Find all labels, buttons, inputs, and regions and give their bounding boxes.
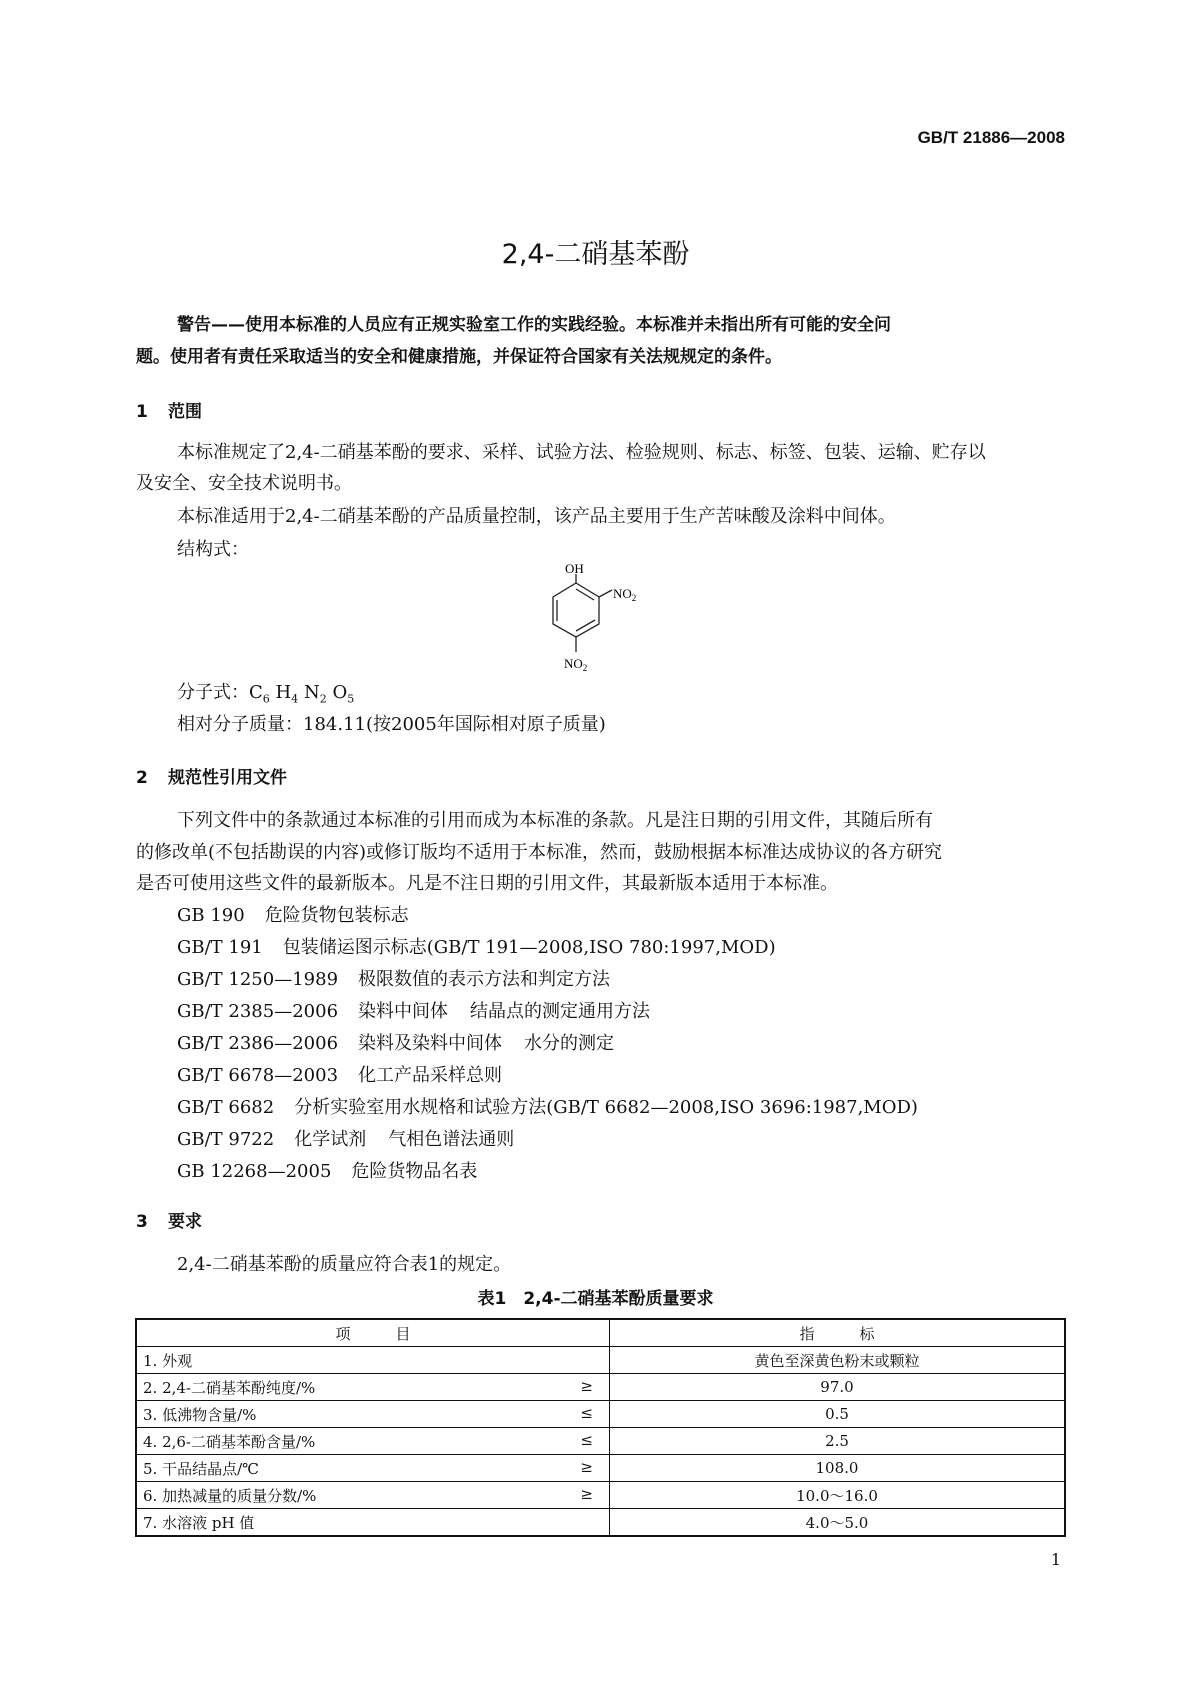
reference-item: GB/T 2386—2006 染料及染料中间体 水分的测定 bbox=[177, 1033, 615, 1054]
reference-item: GB/T 1250—1989 极限数值的表示方法和判定方法 bbox=[177, 969, 611, 990]
section-title: 规范性引用文件 bbox=[168, 768, 287, 788]
header-item: 项 目 bbox=[136, 1319, 610, 1347]
section-number: 2 bbox=[136, 768, 148, 788]
section-2-heading bbox=[136, 763, 287, 788]
refs-para-line-3: 是否可使用这些文件的最新版本。凡是不注日期的引用文件，其最新版本适用于本标准。 bbox=[136, 873, 838, 894]
section-title: 要求 bbox=[168, 1212, 202, 1232]
header-value: 指 标 bbox=[610, 1319, 1066, 1347]
page-title: 2,4-二硝基苯酚 bbox=[501, 239, 690, 270]
table-row: 6. 加热减量的质量分数/% ≥ 10.0～16.0 bbox=[136, 1482, 1065, 1509]
reference-item: GB/T 2385—2006 染料中间体 结晶点的测定通用方法 bbox=[177, 1001, 651, 1022]
table-caption: 表1 2,4-二硝基苯酚质量要求 bbox=[477, 1289, 714, 1309]
structure-label: 结构式： bbox=[177, 539, 249, 560]
structural-formula bbox=[520, 560, 660, 685]
no2-label-para: $NO_2$ bbox=[564, 656, 588, 673]
table-row: 3. 低沸物含量/% ≤ 0.5 bbox=[136, 1401, 1065, 1428]
no2-label-ortho: $NO_2$ bbox=[613, 586, 637, 603]
requirements-para: 2,4-二硝基苯酚的质量应符合表1的规定。 bbox=[177, 1254, 512, 1275]
section-1-heading bbox=[136, 397, 202, 422]
reference-item: GB 12268—2005 危险货物品名表 bbox=[177, 1161, 478, 1182]
reference-item: GB 190 危险货物包装标志 bbox=[177, 905, 409, 926]
standard-number: GB/T 21886—2008 bbox=[917, 128, 1065, 147]
section-number: 3 bbox=[136, 1212, 148, 1232]
table-row: 2. 2,4-二硝基苯酚纯度/% ≥ 97.0 bbox=[136, 1374, 1065, 1401]
table-row: 7. 水溶液 pH 值 4.0～5.0 bbox=[136, 1509, 1065, 1537]
table-row: 4. 2,6-二硝基苯酚含量/% ≤ 2.5 bbox=[136, 1428, 1065, 1455]
table-row: 5. 干品结晶点/℃ ≥ 108.0 bbox=[136, 1455, 1065, 1482]
reference-item: GB/T 6682 分析实验室用水规格和试验方法(GB/T 6682—2008,ISO 3696:1987,MOD) bbox=[177, 1097, 918, 1118]
table-row: 1. 外观 黄色至深黄色粉末或颗粒 bbox=[136, 1347, 1065, 1374]
refs-para-line-2: 的修改单(不包括勘误的内容)或修订版均不适用于本标准，然而，鼓励根据本标准达成协议的各方研究 bbox=[136, 842, 943, 863]
table-header-row bbox=[136, 1319, 1065, 1347]
scope-para-line-1: 本标准规定了2,4-二硝基苯酚的要求、采样、试验方法、检验规则、标志、标签、包装、运输、贮存以 bbox=[177, 442, 986, 463]
molecular-formula: 分子式：$C_6$ $H_4$ $N_2$ $O_5$ bbox=[177, 682, 355, 706]
reference-item: GB/T 9722 化学试剂 气相色谱法通则 bbox=[177, 1129, 515, 1150]
section-number: 1 bbox=[136, 402, 148, 422]
scope-para-2: 本标准适用于2,4-二硝基苯酚的产品质量控制，该产品主要用于生产苦味酸及涂料中间体。 bbox=[177, 506, 896, 527]
section-3-heading bbox=[136, 1207, 202, 1232]
refs-para-line-1: 下列文件中的条款通过本标准的引用而成为本标准的条款。凡是注日期的引用文件，其随后所有 bbox=[177, 810, 933, 831]
warning-line-1: 警告——使用本标准的人员应有正规实验室工作的实践经验。本标准并未指出所有可能的安全问 bbox=[177, 315, 891, 335]
reference-item: GB/T 191 包装储运图示标志(GB/T 191—2008,ISO 780:1997,MOD) bbox=[177, 937, 776, 958]
warning-line-2: 题。使用者有责任采取适当的安全和健康措施，并保证符合国家有关法规规定的条件。 bbox=[136, 347, 782, 367]
molecular-mass: 相对分子质量：184.11(按2005年国际相对原子质量) bbox=[177, 714, 606, 735]
page-number: 1 bbox=[1050, 1550, 1061, 1569]
scope-para-line-2: 及安全、安全技术说明书。 bbox=[136, 473, 352, 494]
oh-label: OH bbox=[565, 561, 584, 576]
section-title: 范围 bbox=[168, 402, 202, 422]
reference-item: GB/T 6678—2003 化工产品采样总则 bbox=[177, 1065, 503, 1086]
quality-requirements-table bbox=[135, 1318, 1066, 1537]
